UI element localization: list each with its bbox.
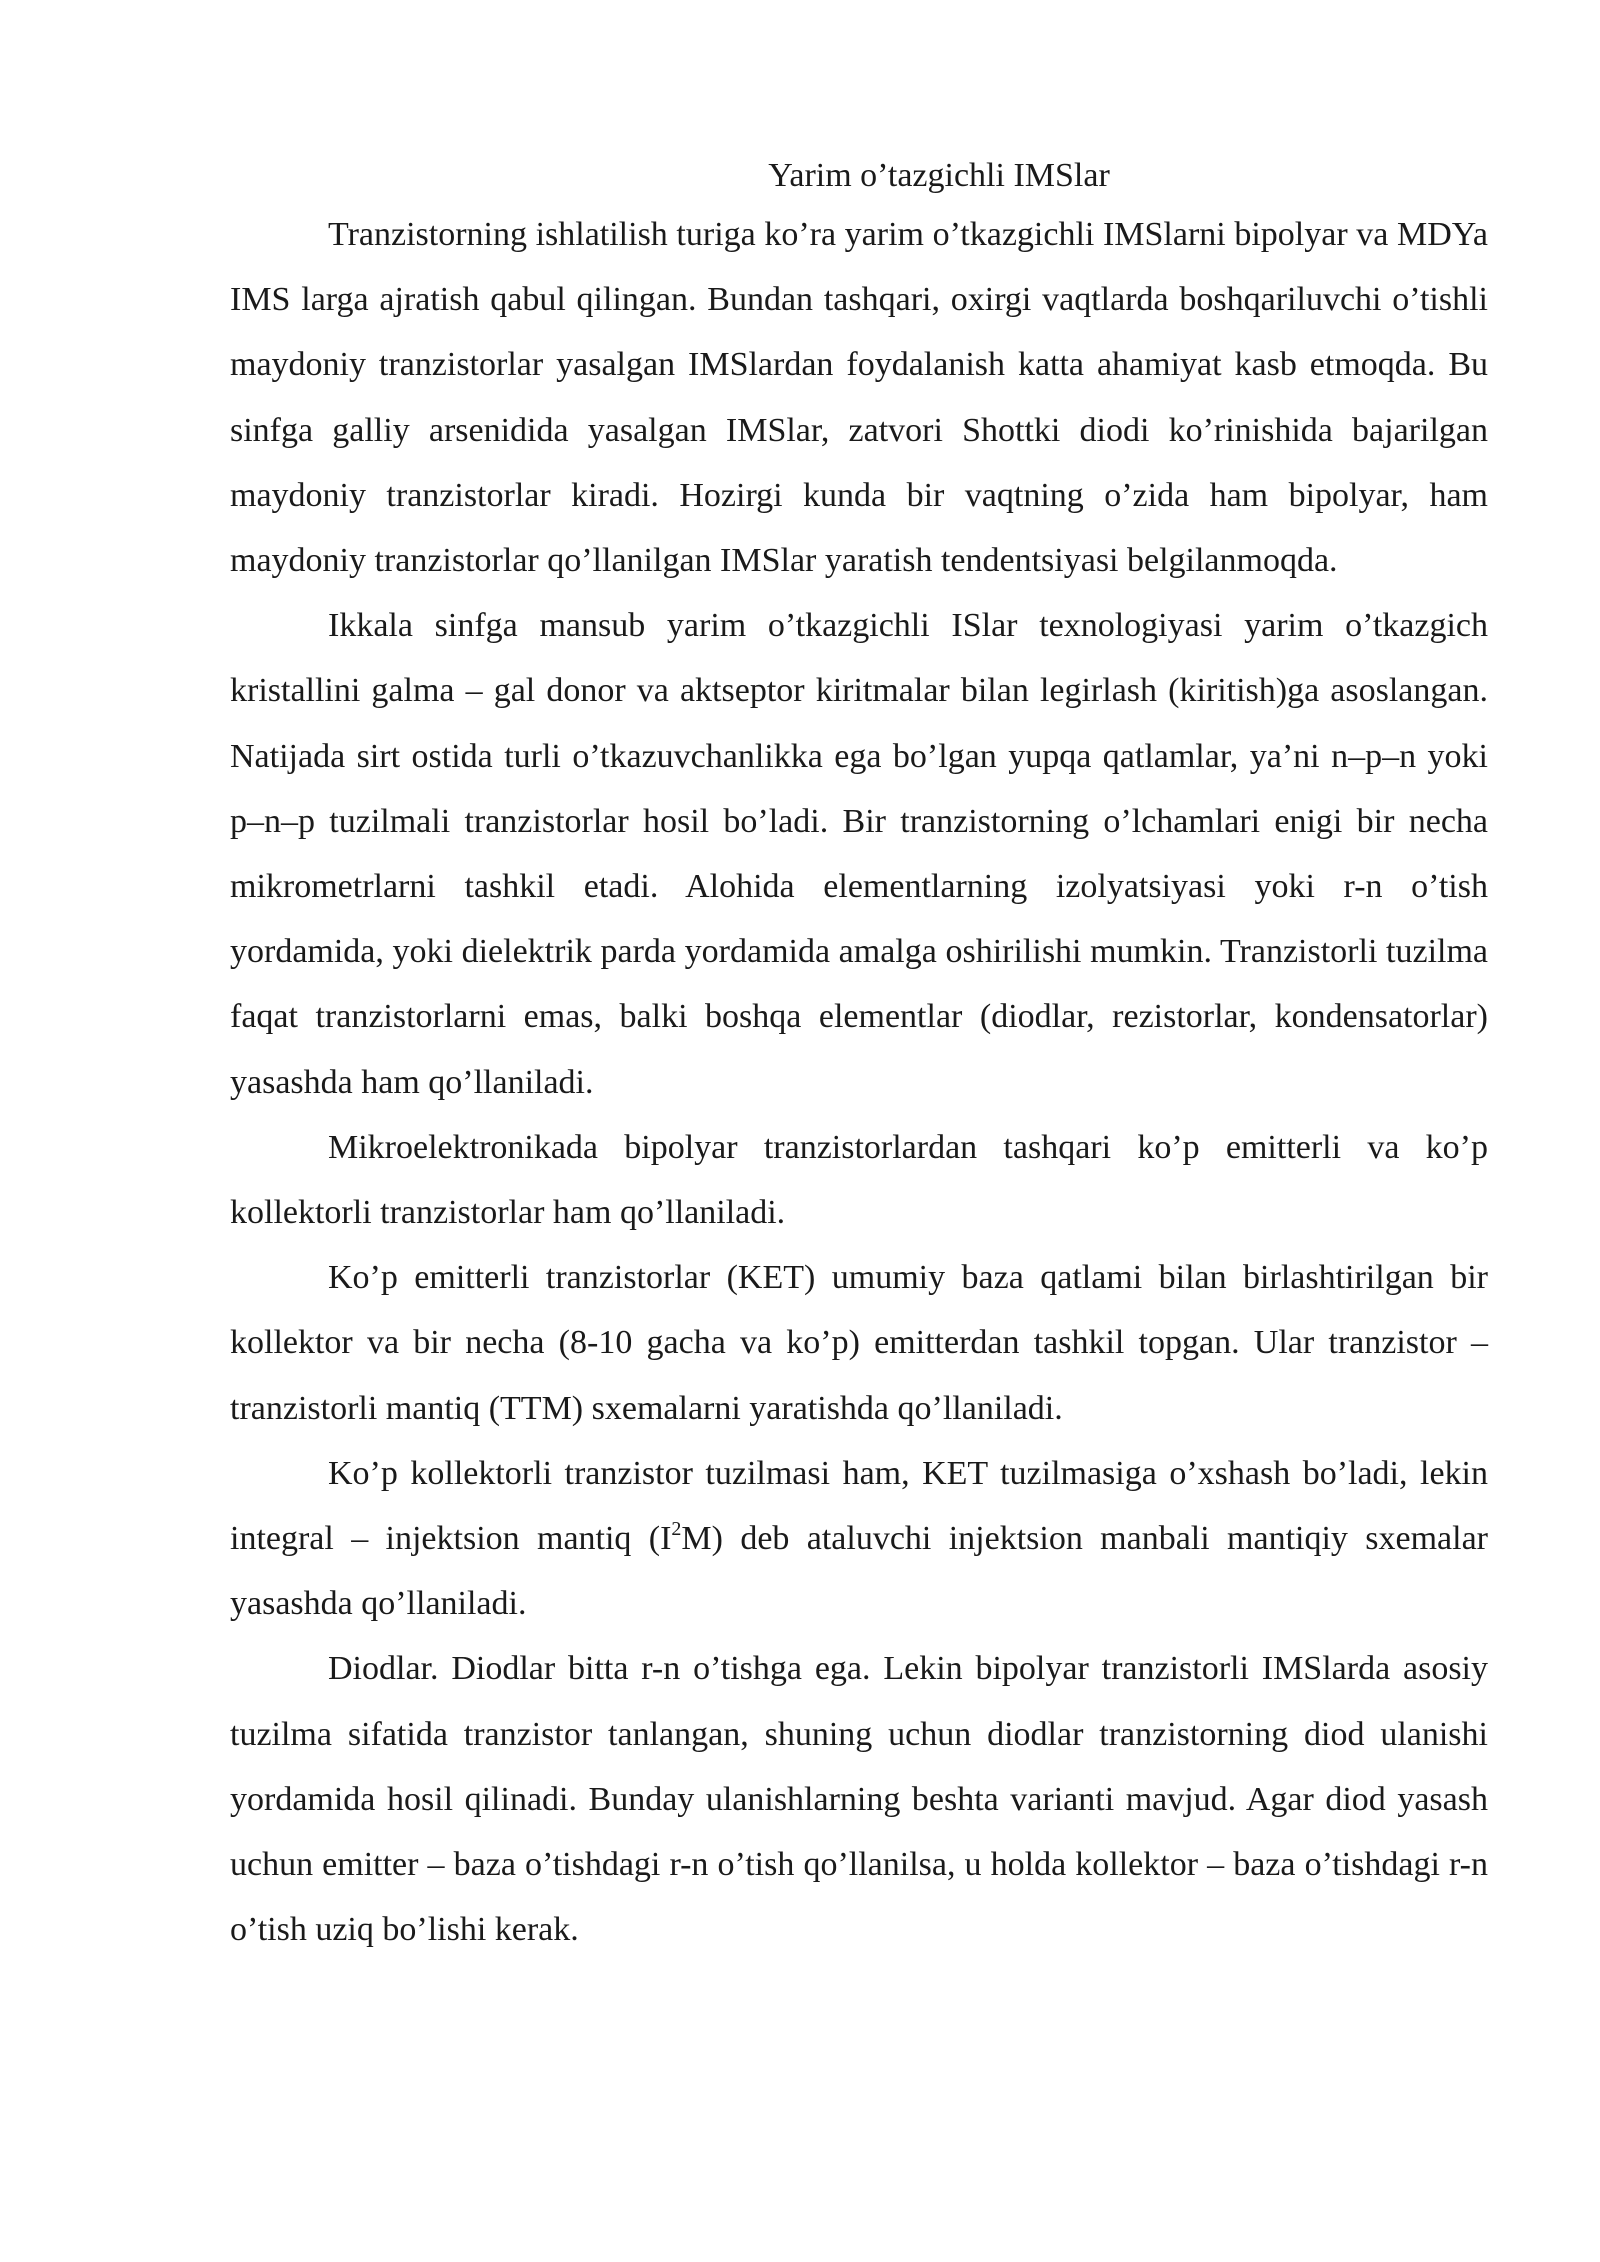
- paragraph-5-text-a: Ko’p kollektorli tranzistor tuzilmasi ham, KET tuzilmasiga o’xshash bo’ladi, lekin integral – injektsion mantiq (I: [230, 1454, 1488, 1558]
- document-title: Yarim o’tazgichli IMSlar: [768, 157, 1110, 194]
- paragraph-2: Ikkala sinfga mansub yarim o’tkazgichli ISlar texnologiyasi yarim o’tkazgich kristallini galma – gal donor va aktseptor kiritmalar bilan legirlash (kiritish)ga asoslangan. Natijada sirt ostida turli o’tkazuvchanlikka ega bo’lgan yupqa qatlamlar, ya’ni n–p–n yoki p–n–p tuzilmali tranzistorlar hosil bo’ladi. Bir tranzistorning o’lchamlari enigi bir necha mikrometrlarni tashkil etadi. Alohida elementlarning izolyatsiyasi yoki r-n o’tish yordamida, yoki dielektrik parda yordamida amalga oshirilishi mumkin. Tranzistorli tuzilma faqat tranzistorlarni emas, balki boshqa elementlar (diodlar, rezistorlar, kondensatorlar) yasashda ham qo’llaniladi.: [230, 607, 1488, 1101]
- document-body: [230, 150, 1488, 1962]
- paragraph-3: Mikroelektronikada bipolyar tranzistorlardan tashqari ko’p emitterli va ko’p kollektorli tranzistorlar ham qo’llaniladi.: [230, 1128, 1488, 1232]
- paragraph-1: Tranzistorning ishlatilish turiga ko’ra yarim o’tkazgichli IMSlarni bipolyar va MDYa IMS larga ajratish qabul qilingan. Bundan tashqari, oxirgi vaqtlarda boshqariluvchi o’tishli maydoniy tranzistorlar yasalgan IMSlardan foydalanish katta ahamiyat kasb etmoqda. Bu sinfga galliy arsenidida yasalgan IMSlar, zatvori Shottki diodi ko’rinishida bajarilgan maydoniy tranzistorlar kiradi. Hozirgi kunda bir vaqtning o’zida ham bipolyar, ham maydoniy tranzistorlar qo’llanilgan IMSlar yaratish tendentsiyasi belgilanmoqda.: [230, 216, 1488, 580]
- superscript-2: 2: [671, 1518, 682, 1541]
- paragraph-6: Diodlar. Diodlar bitta r-n o’tishga ega. Lekin bipolyar tranzistorli IMSlarda asosiy tuzilma sifatida tranzistor tanlangan, shuning uchun diodlar tranzistorning diod ulanishi yordamida hosil qilinadi. Bunday ulanishlarning beshta varianti mavjud. Agar diod yasash uchun emitter – baza o’tishdagi r-n o’tish qo’llanilsa, u holda kollektor – baza o’tishdagi r-n o’tish uziq bo’lishi kerak.: [230, 1650, 1488, 1949]
- paragraph-5: [230, 1441, 1488, 1637]
- paragraph-4: Ko’p emitterli tranzistorlar (KET) umumiy baza qatlami bilan birlashtirilgan bir kollektor va bir necha (8-10 gacha va ko’p) emitterdan tashkil topgan. Ular tranzistor – tranzistorli mantiq (TTM) sxemalarni yaratishda qo’llaniladi.: [230, 1259, 1488, 1427]
- paragraph-5-text-b: M) deb ataluvchi injektsion manbali mantiqiy sxemalar yasashda qo’llaniladi.: [230, 1520, 1488, 1623]
